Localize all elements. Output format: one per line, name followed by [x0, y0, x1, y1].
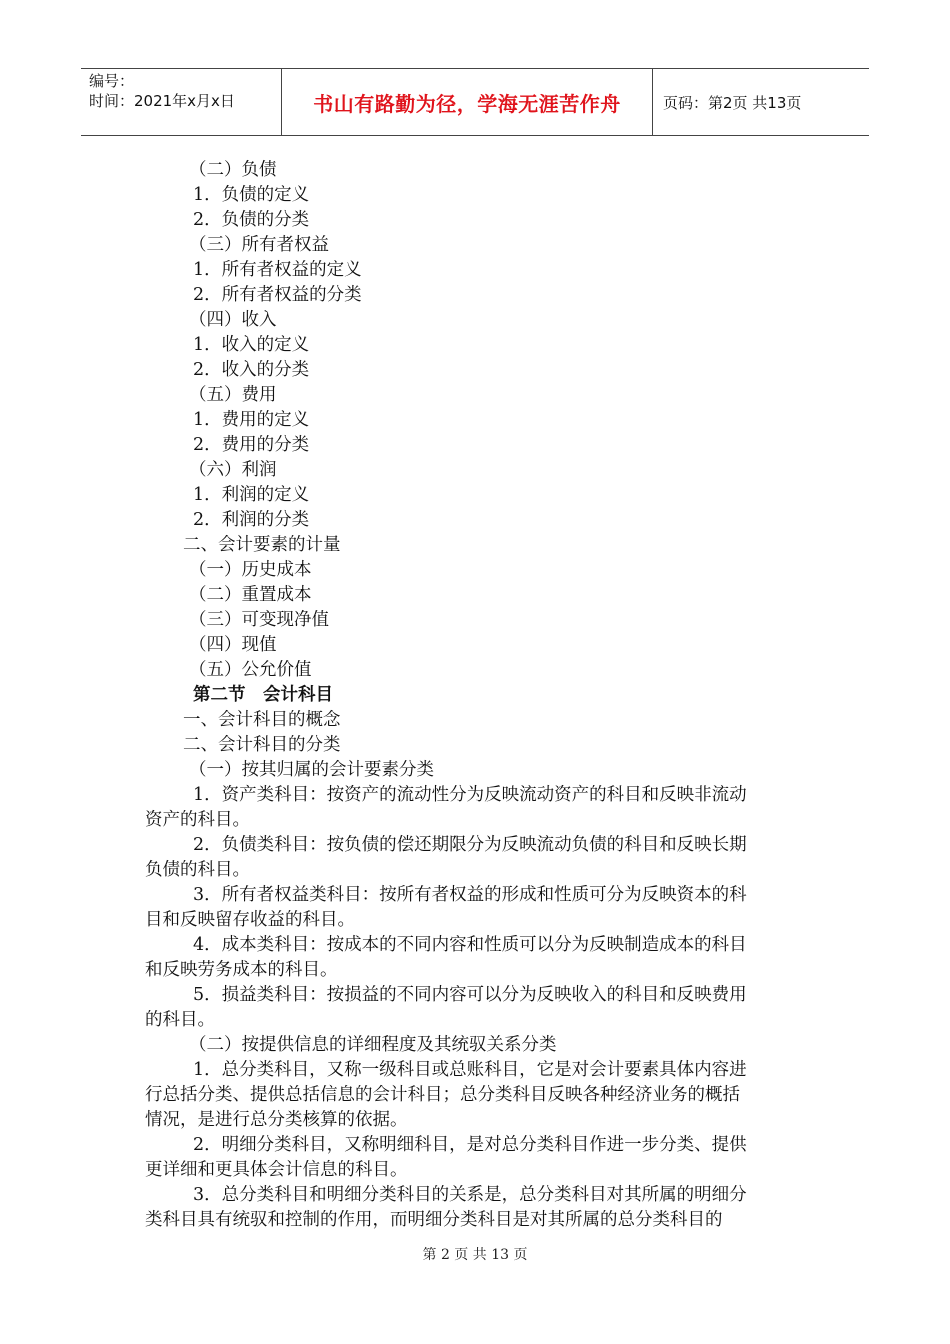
text-line: 1．所有者权益的定义	[193, 260, 362, 280]
text-line: 和反映劳务成本的科目。	[145, 960, 338, 980]
text-line: （二）负债	[189, 160, 277, 180]
text-line: 情况，是进行总分类核算的依据。	[145, 1110, 408, 1130]
text-line: （五）公允价值	[189, 660, 312, 680]
text-line: 1．利润的定义	[193, 485, 310, 505]
text-line: 2．费用的分类	[193, 435, 310, 455]
page-footer: 第 2 页 共 13 页	[422, 1247, 528, 1263]
date-label: 时间：2021年x月x日	[89, 92, 235, 110]
section-heading: 第二节 会计科目	[193, 685, 333, 705]
text-line: 行总括分类、提供总括信息的会计科目；总分类科目反映各种经济业务的概括	[145, 1085, 740, 1105]
text-line: （一）历史成本	[189, 560, 312, 580]
text-line: 1．负债的定义	[193, 185, 310, 205]
text-line: （四）收入	[189, 310, 277, 330]
text-line: 3．总分类科目和明细分类科目的关系是，总分类科目对其所属的明细分	[193, 1185, 747, 1205]
text-line: 5．损益类科目：按损益的不同内容可以分为反映收入的科目和反映费用	[193, 985, 747, 1005]
text-line: 1．费用的定义	[193, 410, 310, 430]
text-line: （三）可变现净值	[189, 610, 329, 630]
text-line: （三）所有者权益	[189, 235, 329, 255]
text-line: 一、会计科目的概念	[183, 710, 341, 730]
text-line: 2．负债类科目：按负债的偿还期限分为反映流动负债的科目和反映长期	[193, 835, 747, 855]
text-line: （五）费用	[189, 385, 277, 405]
text-line: 3．所有者权益类科目：按所有者权益的形成和性质可分为反映资本的科	[193, 885, 747, 905]
text-line: 2．收入的分类	[193, 360, 310, 380]
text-line: 2．所有者权益的分类	[193, 285, 362, 305]
text-line: 目和反映留存收益的科目。	[145, 910, 355, 930]
text-line: 的科目。	[145, 1010, 215, 1030]
text-line: 1．收入的定义	[193, 335, 310, 355]
text-line: 类科目具有统驭和控制的作用，而明细分类科目是对其所属的总分类科目的	[145, 1210, 723, 1230]
text-line: 1．资产类科目：按资产的流动性分为反映流动资产的科目和反映非流动	[193, 785, 747, 805]
text-line: 1．总分类科目，又称一级科目或总账科目，它是对会计要素具体内容进	[193, 1060, 747, 1080]
text-line: 二、会计科目的分类	[183, 735, 341, 755]
text-line: 更详细和更具体会计信息的科目。	[145, 1160, 408, 1180]
text-line: （四）现值	[189, 635, 277, 655]
text-line: （二）按提供信息的详细程度及其统驭关系分类	[189, 1035, 557, 1055]
serial-label: 编号：	[89, 72, 135, 90]
text-line: 2．负债的分类	[193, 210, 310, 230]
text-line: 2．明细分类科目，又称明细科目，是对总分类科目作进一步分类、提供	[193, 1135, 747, 1155]
text-line: （一）按其归属的会计要素分类	[189, 760, 434, 780]
text-line: 2．利润的分类	[193, 510, 310, 530]
header-meta	[81, 69, 282, 135]
header-page-info: 页码：第2页 共13页	[663, 93, 802, 112]
text-line: 4．成本类科目：按成本的不同内容和性质可以分为反映制造成本的科目	[193, 935, 747, 955]
text-line: 负债的科目。	[145, 860, 250, 880]
text-line: 资产的科目。	[145, 810, 250, 830]
page-header	[81, 68, 869, 136]
text-line: （六）利润	[189, 460, 277, 480]
text-line: 二、会计要素的计量	[183, 535, 341, 555]
header-motto: 书山有路勤为径，学海无涯苦作舟	[282, 69, 653, 135]
text-line: （二）重置成本	[189, 585, 312, 605]
